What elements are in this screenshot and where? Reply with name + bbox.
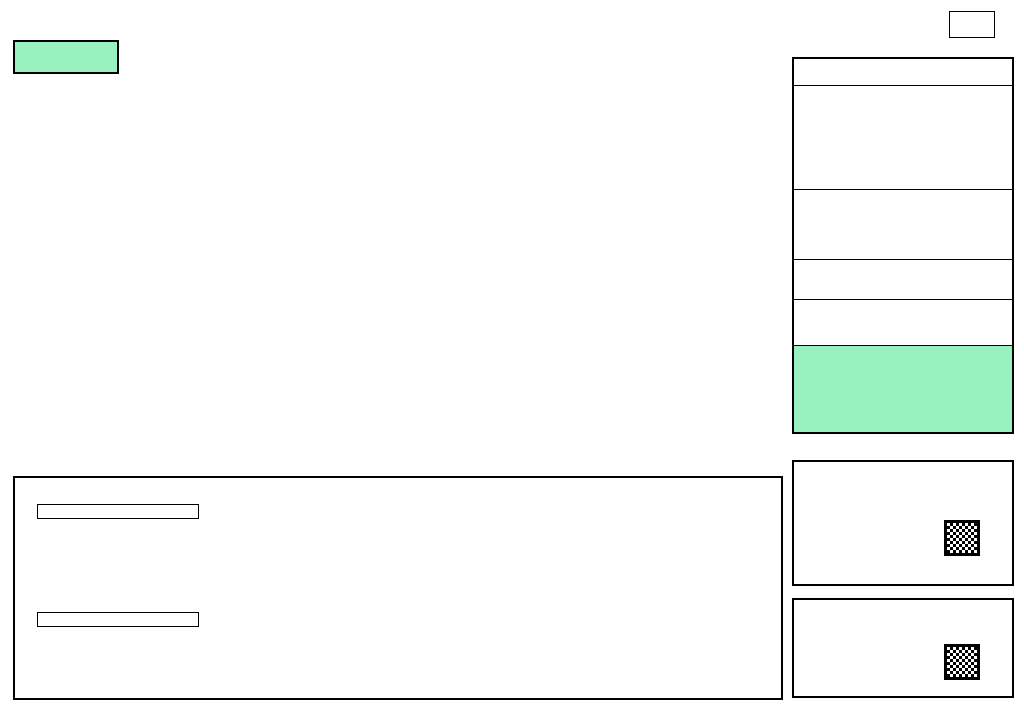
apply-qr-icon[interactable]: [944, 644, 980, 680]
self-study-row: [13, 432, 783, 456]
special-training-box: [13, 476, 783, 700]
version-number: [949, 11, 995, 38]
apply-box: [792, 598, 1014, 698]
consult-body: [794, 349, 1012, 351]
consult-section: [794, 345, 1012, 432]
notice-box: [792, 57, 1014, 434]
atama-timetable: [13, 288, 783, 403]
notice-title: [794, 62, 1012, 86]
trial-qr-icon[interactable]: [944, 520, 980, 556]
honka-timetable: [13, 56, 783, 256]
trial-box: [792, 460, 1014, 586]
special-tables: [15, 478, 781, 698]
